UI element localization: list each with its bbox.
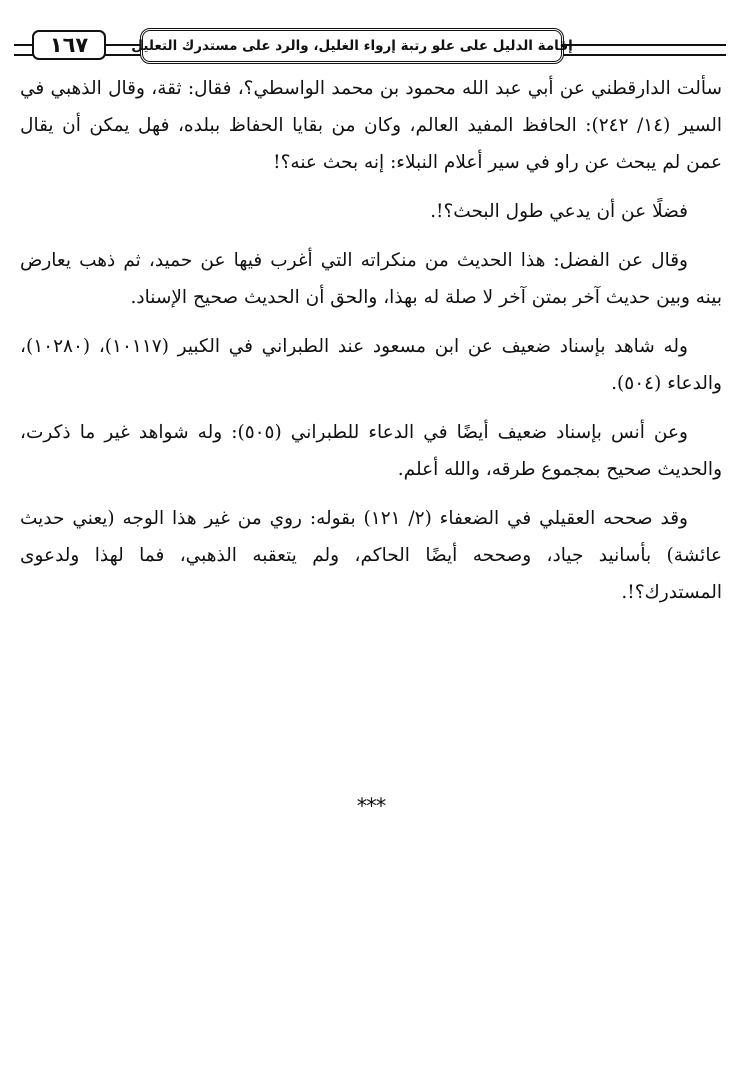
running-title: إقامة الدليل على علو رتبة إرواء الغليل، والرد على مستدرك التعليل [131,38,573,54]
paragraph-2: فضلًا عن أن يدعي طول البحث؟!. [430,201,688,222]
page-number-frame [32,30,106,60]
running-title-frame [131,28,573,64]
page-number: ١٦٧ [49,33,89,57]
paragraph-6: وقد صححه العقيلي في الضعفاء (٢/ ١٢١) بقوله: روي من غير هذا الوجه (يعني حديث عائشة) بأسانيد جياد، وصححه أيضًا الحاكم، ولم يتعقبه الذهبي، فما لهذا ولدعوى المستدرك؟!. [20,508,722,603]
paragraph-5: وعن أنس بإسناد ضعيف أيضًا في الدعاء للطبراني (٥٠٥): وله شواهد غير ما ذكرت، والحديث صحيح بمجموع طرقه، والله أعلم. [20,422,722,480]
paragraph-1: سألت الدارقطني عن أبي عبد الله محمود بن محمد الواسطي؟، فقال: ثقة، وقال الذهبي في السير (١٤/ ٢٤٢): الحافظ المفيد العالم، وكان من بقايا الحفاظ ببلده، فهل يمكن أن يقال عمن لم يبحث عن راو في سير أعلام النبلاء: إنه بحث عنه؟! [20,78,722,173]
section-separator: *** [356,794,386,818]
page-body [20,70,722,623]
running-header [14,26,726,70]
paragraph-4: وله شاهد بإسناد ضعيف عن ابن مسعود عند الطبراني في الكبير (١٠١١٧)، (١٠٢٨٠)، والدعاء (٥٠٤). [20,336,722,394]
paragraph-3: وقال عن الفضل: هذا الحديث من منكراته التي أغرب فيها عن حميد، ثم ذهب يعارض بينه وبين حديث آخر بمتن آخر لا صلة له بهذا، والحق أن الحديث صحيح الإسناد. [20,250,722,308]
